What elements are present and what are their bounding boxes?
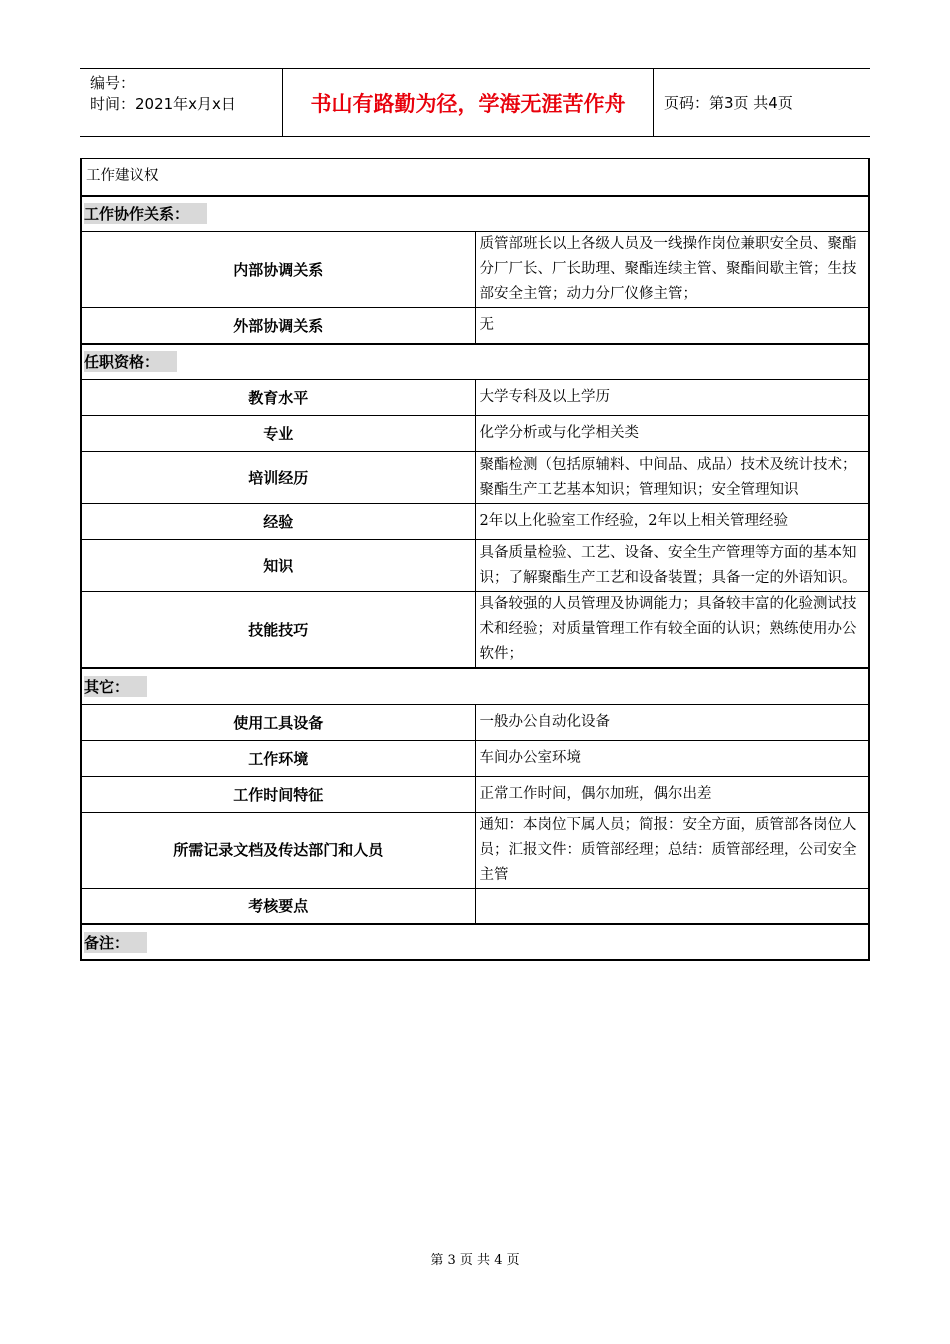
section-row <box>81 344 869 380</box>
table-row <box>81 776 869 812</box>
work-time-label: 工作时间特征 <box>81 776 475 812</box>
documents-label: 所需记录文档及传达部门和人员 <box>81 812 475 888</box>
tools-label: 使用工具设备 <box>81 704 475 740</box>
table-row <box>81 704 869 740</box>
knowledge-value: 具备质量检验、工艺、设备、安全生产管理等方面的基本知识；了解聚酯生产工艺和设备装置；具备一定的外语知识。 <box>475 540 869 592</box>
table-row <box>81 452 869 504</box>
table-row <box>81 416 869 452</box>
section-title-remark: 备注： <box>84 932 147 953</box>
assessment-label: 考核要点 <box>81 888 475 924</box>
table-row <box>81 888 869 924</box>
header-meta <box>80 69 283 136</box>
table-row <box>81 740 869 776</box>
number-label: 编号： <box>90 74 136 92</box>
environment-label: 工作环境 <box>81 740 475 776</box>
internal-value: 质管部班长以上各级人员及一线操作岗位兼职安全员、聚酯分厂厂长、厂长助理、聚酯连续主管、聚酯间歇主管；生技部安全主管；动力分厂仪修主管； <box>475 232 869 308</box>
major-value: 化学分析或与化学相关类 <box>475 416 869 452</box>
training-value: 聚酯检测（包括原辅料、中间品、成品）技术及统计技术；聚酯生产工艺基本知识；管理知识；安全管理知识 <box>475 452 869 504</box>
tools-value: 一般办公自动化设备 <box>475 704 869 740</box>
table-row <box>81 592 869 669</box>
section-row <box>81 196 869 232</box>
table-row <box>81 504 869 540</box>
experience-label: 经验 <box>81 504 475 540</box>
job-description-table <box>80 158 870 961</box>
edu-label: 教育水平 <box>81 380 475 416</box>
section-title-other: 其它： <box>84 676 147 697</box>
internal-label: 内部协调关系 <box>81 232 475 308</box>
table-row <box>81 540 869 592</box>
edu-value: 大学专科及以上学历 <box>475 380 869 416</box>
external-value: 无 <box>475 308 869 344</box>
date-label: 时间：2021年x月x日 <box>90 95 236 113</box>
major-label: 专业 <box>81 416 475 452</box>
environment-value: 车间办公室环境 <box>475 740 869 776</box>
table-row <box>81 812 869 888</box>
section-row <box>81 924 869 960</box>
table-row <box>81 159 869 196</box>
page-header <box>80 68 870 137</box>
header-page-info: 页码：第3页 共4页 <box>664 94 793 112</box>
documents-value: 通知：本岗位下属人员；简报：安全方面，质管部各岗位人员；汇报文件：质管部经理；总结：质管部经理，公司安全主管 <box>475 812 869 888</box>
section-title-collab: 工作协作关系： <box>84 203 207 224</box>
section-title-qualification: 任职资格： <box>84 351 177 372</box>
skill-value: 具备较强的人员管理及协调能力；具备较丰富的化验测试技术和经验；对质量管理工作有较全面的认识；熟练使用办公软件； <box>475 592 869 669</box>
header-motto: 书山有路勤为径，学海无涯苦作舟 <box>283 69 654 136</box>
assessment-value <box>475 888 869 924</box>
experience-value: 2年以上化验室工作经验，2年以上相关管理经验 <box>475 504 869 540</box>
external-label: 外部协调关系 <box>81 308 475 344</box>
knowledge-label: 知识 <box>81 540 475 592</box>
work-time-value: 正常工作时间，偶尔加班，偶尔出差 <box>475 776 869 812</box>
skill-label: 技能技巧 <box>81 592 475 669</box>
suggest-right-cell: 工作建议权 <box>81 159 869 196</box>
table-row <box>81 380 869 416</box>
page-footer: 第 3 页 共 4 页 <box>430 1253 520 1268</box>
table-row <box>81 232 869 308</box>
table-row <box>81 308 869 344</box>
section-row <box>81 668 869 704</box>
training-label: 培训经历 <box>81 452 475 504</box>
